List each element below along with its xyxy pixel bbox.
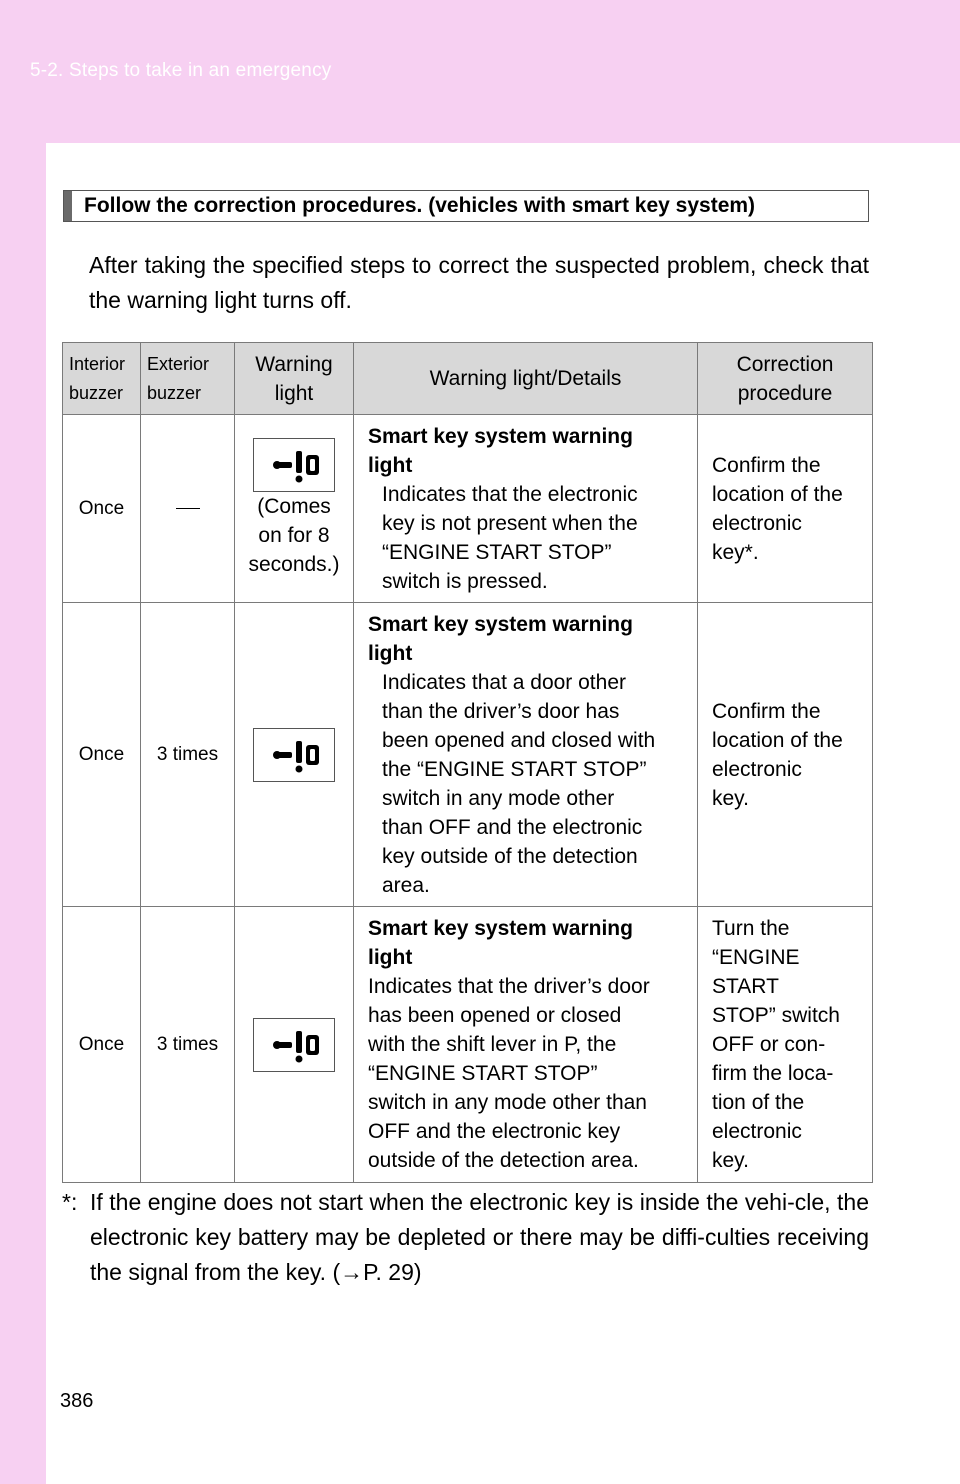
interior-buzzer-cell: Once [63, 907, 141, 1183]
heading-marker [64, 191, 72, 221]
header-warning-light [235, 343, 354, 415]
header-warning-line1: Warning [255, 352, 333, 376]
smart-key-warning-icon [253, 438, 335, 492]
details-line: switch is pressed. [382, 569, 548, 593]
header-interior-buzzer [63, 343, 141, 415]
header-exterior-line1: Exterior [147, 353, 210, 374]
details-title-line2: light [368, 641, 413, 665]
details-line: the “ENGINE START STOP” [382, 757, 647, 781]
table-row [63, 415, 873, 603]
procedure-line: location of the [712, 482, 843, 506]
warning-note-line2: on for 8 [258, 524, 330, 547]
smart-key-warning-icon [253, 728, 335, 782]
section-heading [63, 190, 869, 222]
details-line: with the shift lever in P, the [368, 1033, 617, 1056]
procedure-line: location of the [712, 728, 843, 752]
details-line: Indicates that the driver’s door [368, 975, 650, 998]
procedure-cell [698, 603, 873, 907]
details-cell [354, 907, 698, 1183]
procedure-cell [698, 907, 873, 1183]
header-warning-line2: light [274, 381, 314, 405]
details-line: Indicates that a door other [382, 670, 626, 694]
details-line: key is not present when the [382, 511, 638, 535]
details-line: “ENGINE START STOP” [368, 1062, 598, 1085]
procedure-line: OFF or con- [712, 1033, 826, 1056]
procedure-line: electronic [712, 511, 802, 535]
table-header-row [63, 343, 873, 415]
procedure-line: START [712, 975, 779, 998]
warning-light-cell [235, 907, 354, 1183]
procedure-line: firm the loca- [712, 1062, 834, 1085]
details-line: OFF and the electronic key [368, 1120, 621, 1143]
details-line: outside of the detection area. [368, 1149, 639, 1172]
header-correction-procedure [698, 343, 873, 415]
header-exterior-buzzer [141, 343, 235, 415]
details-line: has been opened or closed [368, 1004, 622, 1027]
details-title-line1: Smart key system warning [368, 424, 633, 448]
footnote-text: If the engine does not start when the electronic key is inside the vehi-cle, the electronic key battery may be depleted or there may be diffi-culties receiving the signal from the key. (→P. 29) [90, 1189, 869, 1285]
details-title-line1: Smart key system warning [368, 612, 633, 636]
details-line: key outside of the detection [382, 844, 638, 868]
header-interior-line2: buzzer [69, 382, 124, 403]
smart-key-warning-icon [253, 1018, 335, 1072]
procedure-line: electronic [712, 1120, 802, 1143]
procedure-line: Confirm the [712, 699, 821, 723]
section-title: 5-2. Steps to take in an emergency [30, 60, 332, 81]
page-number: 386 [60, 1390, 94, 1412]
warning-note-line1: (Comes [257, 495, 331, 518]
details-title-line2: light [368, 453, 413, 477]
procedure-line: electronic [712, 757, 802, 781]
details-line: than the driver’s door has [382, 699, 620, 723]
table-row [63, 907, 873, 1183]
intro-paragraph: After taking the specified steps to correct the suspected problem, check that the warning light turns off. [89, 252, 869, 313]
procedure-line: key. [712, 1149, 749, 1172]
warning-light-cell [235, 603, 354, 907]
procedure-cell [698, 415, 873, 603]
interior-buzzer-cell: Once [63, 603, 141, 907]
interior-buzzer-cell: Once [63, 415, 141, 603]
heading-text: Follow the correction procedures. (vehicles with smart key system) [84, 194, 756, 217]
details-line: area. [382, 873, 430, 897]
dash-mark [176, 508, 200, 509]
warning-note-line3: seconds.) [248, 553, 340, 576]
details-line: than OFF and the electronic [382, 815, 643, 839]
details-title-line2: light [368, 946, 413, 969]
procedure-line: tion of the [712, 1091, 805, 1114]
details-cell [354, 415, 698, 603]
procedure-line: key*. [712, 540, 759, 564]
details-cell [354, 603, 698, 907]
warning-light-cell [235, 415, 354, 603]
exterior-buzzer-cell: 3 times [141, 603, 235, 907]
table-row [63, 603, 873, 907]
warning-table [62, 342, 873, 1183]
procedure-line: STOP” switch [712, 1004, 840, 1027]
header-procedure-line1: Correction [736, 352, 834, 376]
procedure-line: “ENGINE [712, 946, 800, 969]
header-exterior-line2: buzzer [147, 382, 202, 403]
details-line: switch in any mode other [382, 786, 615, 810]
side-band [0, 143, 46, 1484]
footnote [62, 1185, 869, 1290]
details-line: switch in any mode other than [368, 1091, 647, 1114]
procedure-line: key. [712, 786, 749, 810]
footnote-marker: *: [62, 1189, 78, 1215]
header-interior-line1: Interior [69, 353, 126, 374]
exterior-buzzer-cell [141, 415, 235, 603]
details-title-line1: Smart key system warning [368, 917, 633, 940]
details-line: “ENGINE START STOP” [382, 540, 612, 564]
procedure-line: Turn the [712, 917, 790, 940]
exterior-buzzer-cell: 3 times [141, 907, 235, 1183]
procedure-line: Confirm the [712, 453, 821, 477]
header-procedure-line2: procedure [737, 381, 833, 405]
header-details: Warning light/Details [354, 343, 698, 415]
details-line: Indicates that the electronic [382, 482, 638, 506]
details-line: been opened and closed with [382, 728, 656, 752]
